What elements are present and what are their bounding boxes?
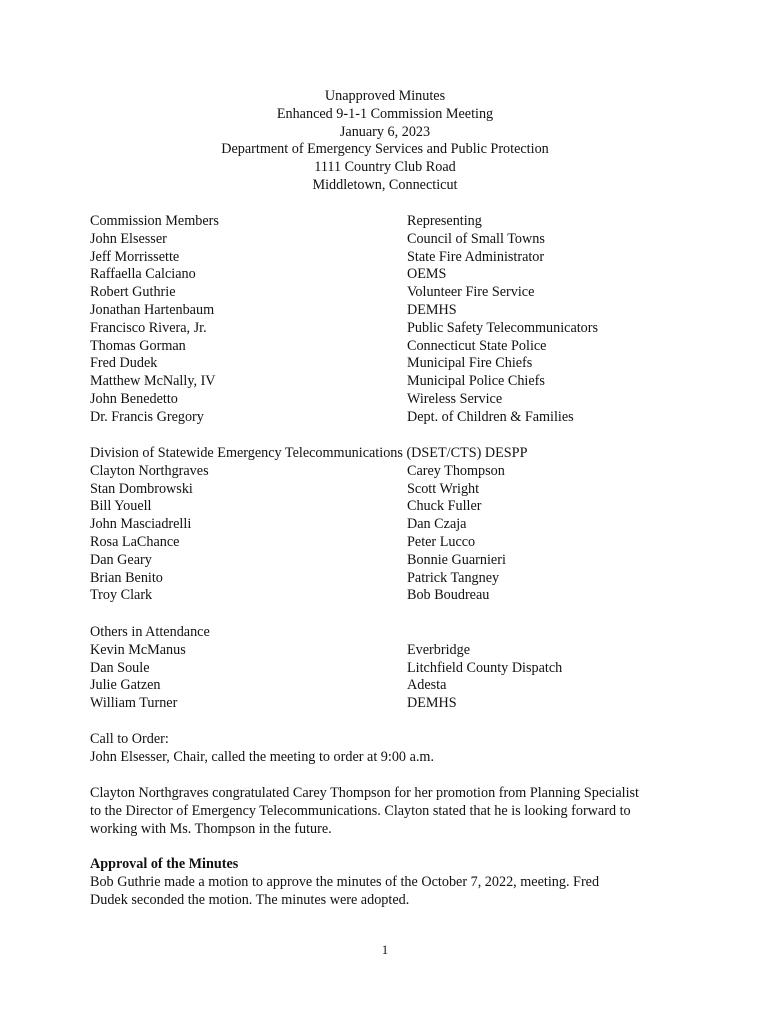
member-representing: Council of Small Towns — [407, 230, 545, 247]
division-staff-row — [90, 481, 690, 499]
attendee-row — [90, 695, 690, 713]
division-staff-row — [90, 516, 690, 534]
attendee-name: William Turner — [90, 695, 178, 712]
members-heading: Commission Members — [90, 213, 219, 229]
approval-section — [90, 856, 690, 909]
member-name: Dr. Francis Gregory — [90, 408, 204, 425]
division-staff-row — [90, 463, 690, 481]
member-representing: Public Safety Telecommunicators — [407, 319, 599, 336]
member-row — [90, 391, 690, 409]
staff-name: Troy Clark — [90, 587, 153, 604]
attendee-org: DEMHS — [407, 695, 457, 712]
header-department: Department of Emergency Services and Public Protection — [221, 141, 549, 158]
division-staff-row — [90, 498, 690, 516]
attendee-row — [90, 642, 690, 660]
member-row — [90, 338, 690, 356]
member-representing: Dept. of Children & Families — [407, 408, 574, 425]
member-row — [90, 320, 690, 338]
approval-heading: Approval of the Minutes — [90, 856, 239, 872]
member-row — [90, 231, 690, 249]
staff-name: Bill Youell — [90, 498, 152, 515]
division-heading-row — [90, 445, 690, 463]
attendee-org: Adesta — [407, 677, 447, 694]
others-heading: Others in Attendance — [90, 624, 210, 640]
member-representing: Volunteer Fire Service — [407, 284, 535, 301]
member-row — [90, 302, 690, 320]
member-name: Raffaella Calciano — [90, 266, 196, 283]
attendee-org: Litchfield County Dispatch — [407, 659, 563, 676]
member-row — [90, 373, 690, 391]
others-heading-row — [90, 624, 690, 642]
member-row — [90, 409, 690, 427]
commission-members-section — [90, 213, 690, 427]
header-date: January 6, 2023 — [339, 123, 431, 140]
staff-name: John Masciadrelli — [90, 516, 192, 533]
member-representing: OEMS — [407, 266, 447, 283]
attendee-row — [90, 677, 690, 695]
staff-name: Bonnie Guarnieri — [407, 551, 506, 568]
congratulations-paragraph — [90, 785, 690, 838]
staff-name: Rosa LaChance — [90, 533, 180, 550]
others-section — [90, 624, 690, 713]
member-representing: State Fire Administrator — [407, 248, 545, 265]
staff-name: Chuck Fuller — [407, 498, 482, 515]
staff-name: Peter Lucco — [407, 533, 476, 550]
staff-name: Bob Boudreau — [407, 587, 490, 604]
header-city: Middletown, Connecticut — [312, 176, 458, 193]
division-staff-row — [90, 570, 690, 588]
member-name: Matthew McNally, IV — [90, 373, 216, 390]
division-staff-row — [90, 552, 690, 570]
member-representing: DEMHS — [407, 301, 457, 318]
attendee-org: Everbridge — [407, 641, 471, 658]
staff-name: Carey Thompson — [407, 462, 505, 479]
paragraph-line: Bob Guthrie made a motion to approve the minutes of the October 7, 2022, meeting. Fred — [90, 873, 600, 890]
member-name: Jeff Morrissette — [90, 248, 180, 265]
member-representing: Municipal Police Chiefs — [407, 373, 545, 390]
staff-name: Patrick Tangney — [407, 569, 500, 586]
call-to-order-heading: Call to Order: — [90, 731, 169, 747]
member-name: Francisco Rivera, Jr. — [90, 319, 207, 336]
member-name: John Elsesser — [90, 230, 167, 247]
staff-name: Stan Dombrowski — [90, 480, 193, 497]
paragraph-line: Dudek seconded the motion. The minutes were adopted. — [90, 891, 410, 908]
call-to-order-section — [90, 731, 690, 767]
member-name: John Benedetto — [90, 390, 178, 407]
member-row — [90, 355, 690, 373]
division-staff-row — [90, 587, 690, 605]
staff-name: Clayton Northgraves — [90, 462, 209, 479]
staff-name: Dan Geary — [90, 551, 152, 568]
member-name: Robert Guthrie — [90, 284, 176, 301]
member-name: Jonathan Hartenbaum — [90, 301, 215, 318]
attendee-name: Kevin McManus — [90, 641, 186, 658]
attendee-row — [90, 660, 690, 678]
staff-name: Brian Benito — [90, 569, 163, 586]
division-staff-row — [90, 534, 690, 552]
member-row — [90, 284, 690, 302]
attendee-name: Dan Soule — [90, 659, 150, 676]
division-heading: Division of Statewide Emergency Telecommunications (DSET/CTS) DESPP — [90, 445, 528, 461]
document-header — [0, 88, 770, 195]
header-address: 1111 Country Club Road — [314, 159, 456, 176]
member-representing: Wireless Service — [407, 390, 503, 407]
header-title: Unapproved Minutes — [324, 88, 446, 104]
paragraph-line: to the Director of Emergency Telecommunications. Clayton stated that he is looking forward to — [90, 802, 631, 819]
division-section — [90, 445, 690, 605]
member-row — [90, 266, 690, 284]
member-name: Thomas Gorman — [90, 337, 186, 354]
representing-heading: Representing — [407, 213, 482, 229]
header-meeting-name: Enhanced 9-1-1 Commission Meeting — [276, 105, 494, 122]
paragraph-line: Clayton Northgraves congratulated Carey Thompson for her promotion from Planning Specialist — [90, 785, 639, 801]
staff-name: Dan Czaja — [407, 516, 467, 533]
page-number: 1 — [381, 943, 389, 957]
members-heading-row — [90, 213, 690, 231]
member-representing: Connecticut State Police — [407, 337, 547, 354]
staff-name: Scott Wright — [407, 480, 480, 497]
call-to-order-text: John Elsesser, Chair, called the meeting to order at 9:00 a.m. — [90, 748, 434, 765]
attendee-name: Julie Gatzen — [90, 677, 161, 694]
member-representing: Municipal Fire Chiefs — [407, 355, 533, 372]
member-name: Fred Dudek — [90, 355, 158, 372]
member-row — [90, 249, 690, 267]
paragraph-line: working with Ms. Thompson in the future. — [90, 820, 332, 837]
